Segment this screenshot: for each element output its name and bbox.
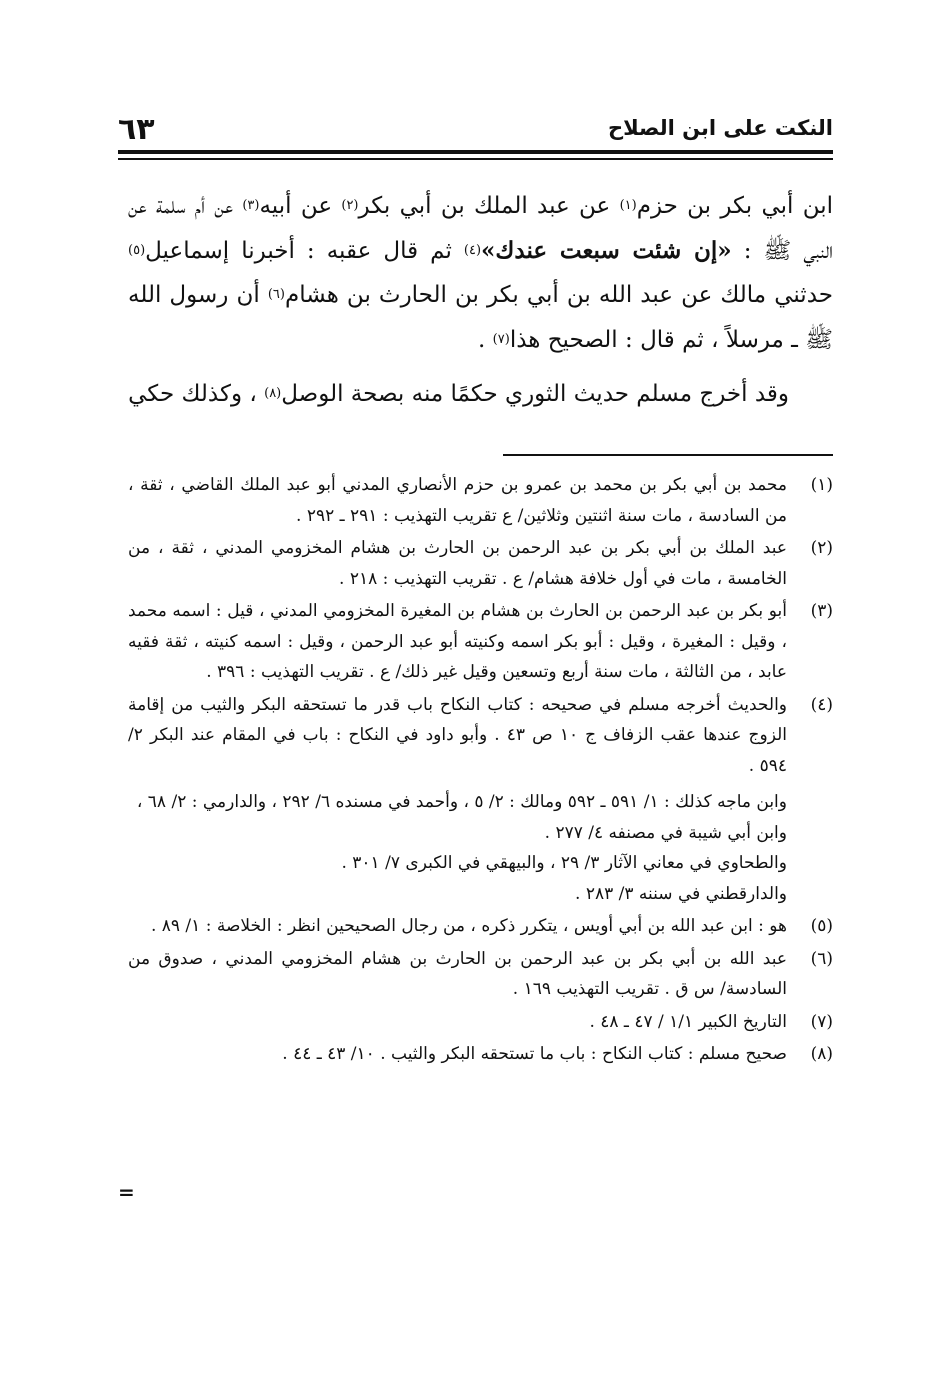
page-header bbox=[118, 112, 833, 152]
continuation-mark: = bbox=[118, 1180, 135, 1204]
text-run: عن أم سلمة عن النبي ﷺ : bbox=[128, 193, 833, 264]
running-title: النكت على ابن الصلاح bbox=[607, 116, 833, 140]
paragraph-2 bbox=[128, 372, 833, 417]
paragraph-1 bbox=[128, 184, 833, 362]
footnote-4 bbox=[128, 690, 833, 910]
footnote-number: (١) bbox=[810, 475, 833, 495]
footnote-2 bbox=[128, 533, 833, 594]
header-rule-thin bbox=[118, 158, 833, 160]
footnote-ref-3[interactable]: (٣) bbox=[242, 198, 260, 213]
text-run: . bbox=[478, 326, 493, 353]
footnote-text: هو : ابن عبد الله بن أبي أويس ، يتكرر ذكره ، من رجال الصحيحين انظر : الخلاصة : ١/ ٨٩ . bbox=[150, 916, 787, 936]
text-run: ، وكذلك حكي bbox=[128, 381, 265, 407]
footnote-text: والدارقطني في سننه ٣/ ٢٨٣ . bbox=[575, 883, 787, 904]
footnote-6 bbox=[128, 944, 833, 1005]
text-run: عن عبد الملك بن أبي بكر bbox=[358, 193, 620, 219]
text-run: ثم قال عقبه : أخبرنا إسماعيل bbox=[145, 237, 464, 264]
footnote-8 bbox=[128, 1039, 833, 1070]
page-number: ٦٣ bbox=[118, 112, 155, 147]
footnote-ref-2[interactable]: (٢) bbox=[341, 198, 359, 213]
footnote-number: (٨) bbox=[810, 1044, 833, 1064]
footnote-text: والحديث أخرجه مسلم في صحيحه : كتاب النكاح باب قدر ما تستحقه البكر والثيب من إقامة الزوج عندها عقب الزفاف ج ١٠ ص ٤٣ . وأبو داود في النكاح : باب في المقام عند البكر ٢/ ٥٩٤ . bbox=[128, 694, 787, 776]
footnote-number: (٥) bbox=[810, 916, 833, 936]
main-text bbox=[128, 184, 833, 417]
footnote-ref-1[interactable]: (١) bbox=[619, 198, 637, 213]
footnote-text: صحيح مسلم : كتاب النكاح : باب ما تستحقه البكر والثيب . ١٠/ ٤٣ ـ ٤٤ . bbox=[282, 1044, 787, 1064]
footnote-number: (٣) bbox=[810, 601, 833, 621]
footnote-number: (٦) bbox=[810, 948, 833, 969]
footnote-separator bbox=[503, 454, 833, 456]
footnotes bbox=[128, 470, 833, 1072]
footnote-text: عبد الله بن أبي بكر بن عبد الرحمن بن الحارث بن هشام المخزومي المدني ، صدوق من السادسة/ س ق . تقريب التهذيب ١٦٩ . bbox=[128, 948, 787, 999]
footnote-text: عبد الملك بن أبي بكر بن عبد الرحمن بن الحارث بن هشام المخزومي المدني ، ثقة ، من الخامسة ، مات في أول خلافة هشام/ ع . تقريب التهذيب : ٢١٨ . bbox=[128, 538, 787, 589]
footnote-ref-6[interactable]: (٦) bbox=[267, 287, 285, 302]
footnote-3 bbox=[128, 596, 833, 688]
footnote-ref-8[interactable]: (٨) bbox=[264, 386, 282, 401]
footnote-text: أبو بكر بن عبد الرحمن بن الحارث بن هشام بن المغيرة المخزومي المدني ، قيل : اسمه محمد ، وقيل : المغيرة ، وقيل : أبو بكر اسمه وكنيته أبو عبد الرحمن ، وقيل : اسمه كنيته ، ثقة فقيه عابد ، من الثالثة ، مات سنة أربع وتسعين وقيل غير ذلك/ ع . تقريب التهذيب : ٣٩٦ . bbox=[128, 601, 787, 682]
footnote-number: (٧) bbox=[810, 1011, 833, 1032]
text-run: أن رسول الله ﷺ ـ مرسلاً ، ثم قال : الصحيح هذا bbox=[128, 282, 833, 353]
header-rule-thick bbox=[118, 150, 833, 154]
text-run: حدثني مالك عن عبد الله بن أبي بكر بن الحارث بن هشام bbox=[284, 282, 834, 308]
footnote-ref-7[interactable]: (٧) bbox=[492, 331, 510, 347]
footnote-5 bbox=[128, 911, 833, 942]
footnote-number: (٤) bbox=[810, 694, 833, 715]
footnote-ref-4[interactable]: (٤) bbox=[463, 242, 482, 258]
footnote-text: التاريخ الكبير ١/١ / ٤٧ ـ ٤٨ . bbox=[589, 1011, 787, 1032]
footnote-1 bbox=[128, 470, 833, 531]
text-run: وقد أخرج مسلم حديث الثوري حكمًا منه بصحة الوصل bbox=[281, 381, 789, 407]
footnote-text: محمد بن أبي بكر بن محمد بن عمرو بن حزم الأنصاري المدني أبو عبد الملك القاضي ، ثقة ، من السادسة ، مات سنة اثنتين وثلاثين/ ع تقريب التهذيب : ٢٩١ ـ ٢٩٢ . bbox=[128, 475, 787, 526]
hadith-quote: «إن شئت سبعت عندك» bbox=[481, 236, 732, 264]
footnote-text: وابن ماجه كذلك : ١/ ٥٩١ ـ ٥٩٢ ومالك : ٢/ ٥ ، وأحمد في مسنده ٦/ ٢٩٢ ، والدارمي : ٢/ ٦٨ ، وابن أبي شيبة في مصنفه ٤/ ٢٧٧ . bbox=[136, 792, 787, 843]
text-run: عن أبيه bbox=[259, 193, 342, 219]
footnote-number: (٢) bbox=[810, 538, 833, 558]
text-run: ابن أبي بكر بن حزم bbox=[636, 193, 833, 219]
footnote-ref-5[interactable]: (٥) bbox=[128, 242, 146, 258]
footnote-text: والطحاوي في معاني الآثار ٣/ ٢٩ ، والبيهقي في الكبرى ٧/ ٣٠١ . bbox=[341, 853, 787, 873]
footnote-7 bbox=[128, 1007, 833, 1038]
